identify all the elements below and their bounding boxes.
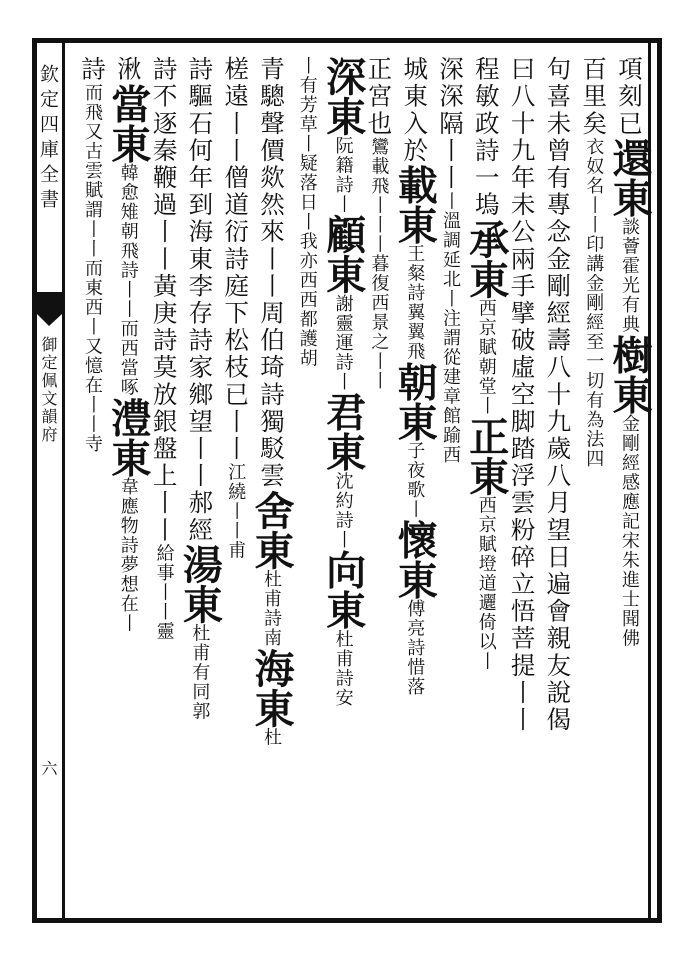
body-text: 城東入於 <box>400 56 430 165</box>
headword: 當東 <box>104 83 152 164</box>
annotation: 子夜歌丨 <box>404 441 426 520</box>
headword: 君東 <box>319 391 367 472</box>
annotation: 丨疑落日 <box>296 134 318 212</box>
text-column <box>576 56 610 916</box>
annotation: 金剛經感應記宋朱進士聞佛 <box>619 414 640 649</box>
annotation: 傅亮詩惜落 <box>404 599 426 697</box>
headword: 正東 <box>462 415 510 496</box>
annotation: 丨有芳草 <box>296 56 318 134</box>
page-number: 六 <box>39 760 58 782</box>
annotation: 丨溫調延北 <box>440 191 461 289</box>
text-column <box>391 56 439 916</box>
body-text: 詩不逐秦鞭過丨丨黃庚詩莫放銀盤上丨丨 <box>149 56 179 544</box>
text-column <box>218 56 252 916</box>
text-column <box>606 56 653 916</box>
annotation: 韋應物詩夢想在丨 <box>117 477 139 634</box>
headword: 澧東 <box>104 397 152 478</box>
headword: 懷東 <box>391 519 439 600</box>
body-text: 程敏政詩一塢 <box>471 56 501 219</box>
margin-rule <box>62 43 65 918</box>
annotation: 韓愈雉朝飛詩丨丨而西當啄 <box>117 163 139 398</box>
annotation: 西都護胡 <box>296 290 318 368</box>
annotation: 而飛又古雲賦謂丨丨而東西 <box>82 83 103 318</box>
annotation: 丨注謂從建章館踰西 <box>440 289 461 465</box>
headword: 還東 <box>606 137 653 218</box>
annotation: 王粲詩翼翼飛 <box>404 244 426 362</box>
annotation: 景之丨丨 <box>368 312 390 391</box>
headword: 朝東 <box>391 361 439 442</box>
annotation: 西京賦墱道邐倚以丨 <box>475 495 497 672</box>
annotation: 丨又憶在丨丨寺 <box>82 317 103 454</box>
headword: 承東 <box>462 218 510 299</box>
body-text: 青驄聲價欻然來丨丨周伯琦詩獨駁雲 <box>257 56 286 490</box>
annotation: 杜甫有同郭 <box>189 623 211 722</box>
text-column <box>361 56 395 916</box>
annotation: 杜甫詩南 <box>261 569 282 648</box>
body-text: 深深隔丨丨 <box>436 56 465 192</box>
headword: 向東 <box>319 549 367 630</box>
fish-tail-mark-point <box>37 314 62 326</box>
text-column <box>147 56 181 916</box>
body-text: 槎遠丨丨僧道衍詩庭下松枝已丨丨 <box>221 56 251 463</box>
annotation: 杜甫詩安 <box>332 629 354 708</box>
annotation: 甫 <box>225 540 247 560</box>
text-column <box>462 56 510 916</box>
chapter-title: 御定佩文韻府 <box>39 336 58 444</box>
annotation: 談薈霍光有典 <box>619 217 640 335</box>
headword: 舍東 <box>248 489 295 570</box>
text-column <box>540 56 574 916</box>
text-column <box>319 56 367 916</box>
book-title: 欽定四庫全書 <box>37 64 59 214</box>
headword: 顧東 <box>319 214 367 294</box>
body-text: 詩驅石何年到海東李存詩家鄉望丨丨郝經 <box>185 56 215 544</box>
body-text: 句喜未曾有專念金剛經壽八十九歲八月望日遍會親友說偈 <box>543 56 573 734</box>
annotation: 印講金剛經至一切有為法四 <box>583 234 605 469</box>
headword: 海東 <box>248 647 295 728</box>
headword: 載東 <box>391 164 439 245</box>
body-text: 曰八十九年未公兩手擘破虛空脚踏浮雲粉碎立悟菩提丨丨 <box>507 56 537 734</box>
annotation: 西京賦朝堂丨 <box>475 298 497 416</box>
fish-tail-mark <box>37 292 62 314</box>
body-text: 正宮也 <box>364 56 394 138</box>
annotation: 給事丨丨靈 <box>153 543 175 642</box>
body-text: 項刻已 <box>615 56 644 138</box>
body-text: 詩 <box>78 56 107 84</box>
annotation: 衣奴名丨丨 <box>583 137 605 235</box>
annotation: 杜 <box>261 727 282 748</box>
annotation: 丨暮復西 <box>368 234 390 313</box>
body-text: 百里矣 <box>579 56 609 138</box>
annotation: 江繞丨丨 <box>225 462 247 541</box>
annotation: 鸞載飛丨丨 <box>368 137 390 235</box>
text-column <box>104 56 152 916</box>
text-column <box>75 56 109 916</box>
annotation: 沈約詩丨 <box>332 471 354 550</box>
headword: 樹東 <box>606 334 653 415</box>
text-column <box>290 56 324 916</box>
body-text: 湫 <box>113 56 143 84</box>
annotation: 謝靈運詩丨 <box>332 294 354 392</box>
annotation: 丨我亦西 <box>296 212 318 290</box>
headword: 深東 <box>319 56 367 136</box>
text-column <box>176 56 224 916</box>
headword: 湯東 <box>176 543 224 624</box>
annotation: 阮籍詩丨 <box>332 136 354 214</box>
text-column <box>248 56 295 916</box>
